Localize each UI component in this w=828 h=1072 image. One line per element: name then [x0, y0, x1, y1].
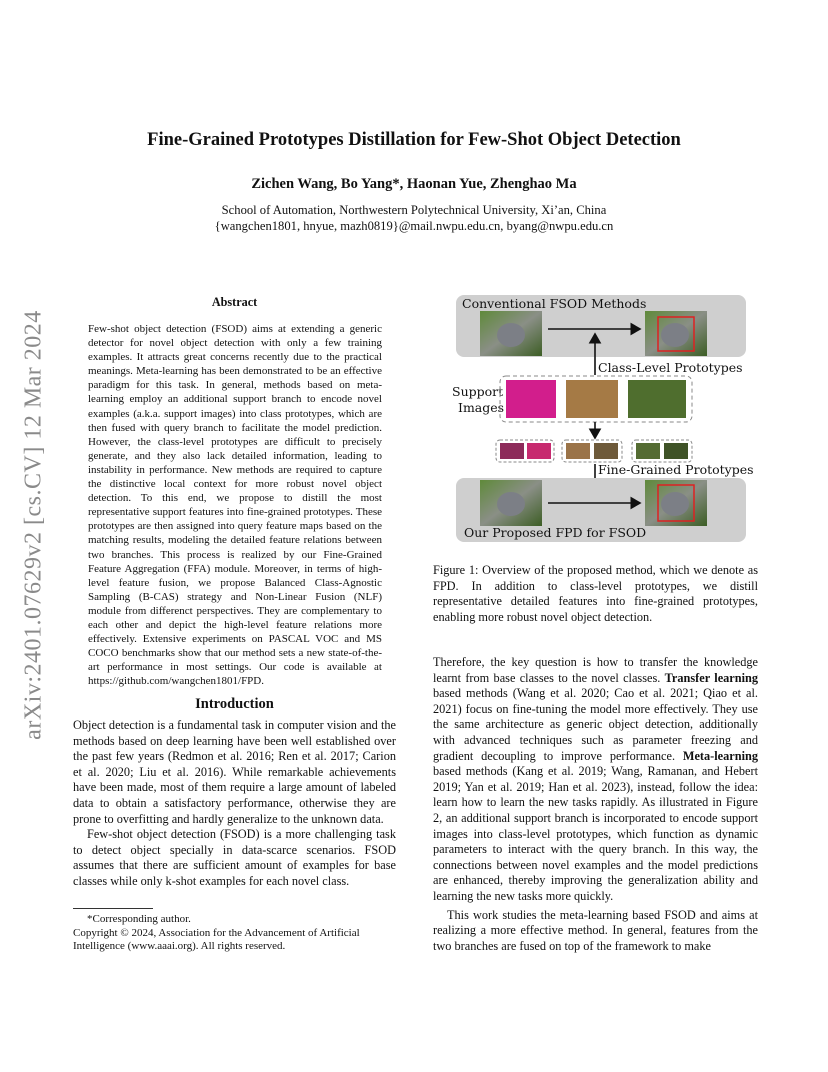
footnotes — [73, 913, 396, 954]
arxiv-stamp-text: arXiv:2401.07629v2 [cs.CV] 12 Mar 2024 — [20, 310, 47, 740]
fine-patch-6 — [664, 443, 688, 459]
author-emails: {wangchen1801, hnyue, mazh0819}@mail.nwpu.edu.cn, byang@nwpu.edu.cn — [214, 219, 614, 233]
fine-patch-1 — [500, 443, 524, 459]
footnote-rule — [73, 908, 153, 909]
label-support: Support — [452, 384, 504, 399]
cat-query-icon — [497, 492, 525, 516]
label-proposed: Our Proposed FPD for FSOD — [464, 525, 647, 540]
support-image-1 — [506, 380, 556, 418]
introduction-body — [73, 718, 396, 890]
fine-patch-5 — [636, 443, 660, 459]
right-paragraph-1 — [433, 655, 758, 905]
cat-detected-icon — [661, 492, 689, 516]
abstract-text: Few-shot object detection (FSOD) aims at extending a generic detector for novel object detection with only a few training examples. It attracts great concerns recently due to the practical meanings. Meta-learning has been demonstrated to be an effective paradigm for this task. In general, methods based on meta-learning employ an additional support branch to encode novel examples (a.k.a. support images) into class prototypes, which are then fused with query branch to facilitate the model prediction. However, the class-level prototypes are difficult to precisely generate, and they also lack detailed information, leading to instability in performance. New methods are required to capture the distinctive local context for more robust novel object detection. To this end, we propose to distill the most representative support features into fine-grained prototypes. These prototypes are then assigned into query feature maps based on the matching results, modeling the detailed feature relations between two branches. This process is realized by our Fine-Grained Feature Aggregation (FFA) module. Moreover, in terms of high-level feature fusion, we propose Balanced Class-Agnostic Sampling (B-CAS) strategy and Non-Linear Fusion (NLF) module from differenct perspectives. They are complementary to each other and depict the high-level feature relations more effectively. Extensive experiments on PASCAL VOC and MS COCO benchmarks show that our method sets a new state-of-the-art performance in most settings. Our code is available at https://github.com/wangchen1801/FPD. — [88, 323, 382, 688]
cat-result-icon — [661, 323, 689, 347]
author-list: Zichen Wang, Bo Yang*, Haonan Yue, Zhenghao Ma — [251, 176, 577, 192]
fine-patch-2 — [527, 443, 551, 459]
label-images: Images — [458, 400, 505, 415]
text-run: based methods (Wang et al. 2020; Cao et al. 2021; Qiao et al. 2021) focus on fine-tuning the model more effectively. They use the same architecture as generic object detection, additionally with advanced techniques such as parameter freezing and gradient decoupling to improve performance. — [433, 686, 758, 763]
affiliation: School of Automation, Northwestern Polytechnical University, Xi’an, China — [221, 203, 607, 217]
label-class-level: Class-Level Prototypes — [598, 360, 743, 375]
paper-title: Fine-Grained Prototypes Distillation for Few-Shot Object Detection — [147, 130, 681, 150]
label-conventional: Conventional FSOD Methods — [462, 296, 647, 311]
fine-patch-3 — [566, 443, 590, 459]
fine-patch-4 — [594, 443, 618, 459]
intro-paragraph-1: Object detection is a fundamental task in computer vision and the methods based on deep learning have been well established over the past few years (Redmon et al. 2016; Ren et al. 2017; Carion et al. 2020; Liu et al. 2016). While remarkable achievements have been made, most of them require a large amount of labeled data to obtain a satisfactory performance, otherwise they are prone to overfitting and hardly generalize to the unknown data. — [73, 718, 396, 826]
right-paragraph-2: This work studies the meta-learning based FSOD and aims at realizing a more effective method. In general, features from the two branches are fused on top of the framework to make — [433, 907, 758, 953]
support-image-3 — [628, 380, 686, 418]
intro-paragraph-2: Few-shot object detection (FSOD) is a more challenging task to detect object specially in data-scarce scenarios. FSOD assumes that there are sufficient amount of examples for base classes while only k-shot examples for each novel class. — [73, 827, 396, 888]
introduction-heading: Introduction — [195, 696, 274, 712]
label-fine-grained: Fine-Grained Prototypes — [598, 462, 754, 477]
copyright-note: Copyright © 2024, Association for the Advancement of Artificial Intelligence (www.aaai.org). All rights reserved. — [73, 926, 360, 953]
text-run: Therefore, the key question is how to transfer the knowledge learnt from base classes to the novel classes. — [433, 655, 758, 685]
figure-1-diagram — [440, 290, 768, 548]
abstract-heading: Abstract — [211, 295, 258, 309]
arxiv-stamp — [22, 290, 46, 760]
text-run: based methods (Kang et al. 2019; Wang, Ramanan, and Hebert 2019; Yan et al. 2019; Han et al. 2023), instead, follow the idea: learn how to learn the new tasks rapidly. As illustrated in Figure 2, an additional support branch is incorporated to encode support images into class-level prototypes, which function as dynamic parameters to interact with the query branch. In this way, the connections between novel examples and the model predictions are enhanced, thereby improving the generalization ability and learning the new tasks more quickly. — [433, 764, 758, 903]
emphasis-transfer-learning: Transfer learning — [664, 670, 758, 685]
figure-1-caption: Figure 1: Overview of the proposed method, which we denote as FPD. In addition to class-level prototypes, we distill representative detailed features into fine-grained prototypes, enabling more robust novel object detection. — [433, 563, 758, 624]
cat-thumbnail-icon — [497, 323, 525, 347]
corresponding-author-note: *Corresponding author. — [87, 913, 191, 925]
figure-1 — [440, 290, 768, 548]
emphasis-meta-learning: Meta-learning — [682, 748, 758, 763]
support-image-2 — [566, 380, 618, 418]
right-column-body — [433, 655, 758, 954]
